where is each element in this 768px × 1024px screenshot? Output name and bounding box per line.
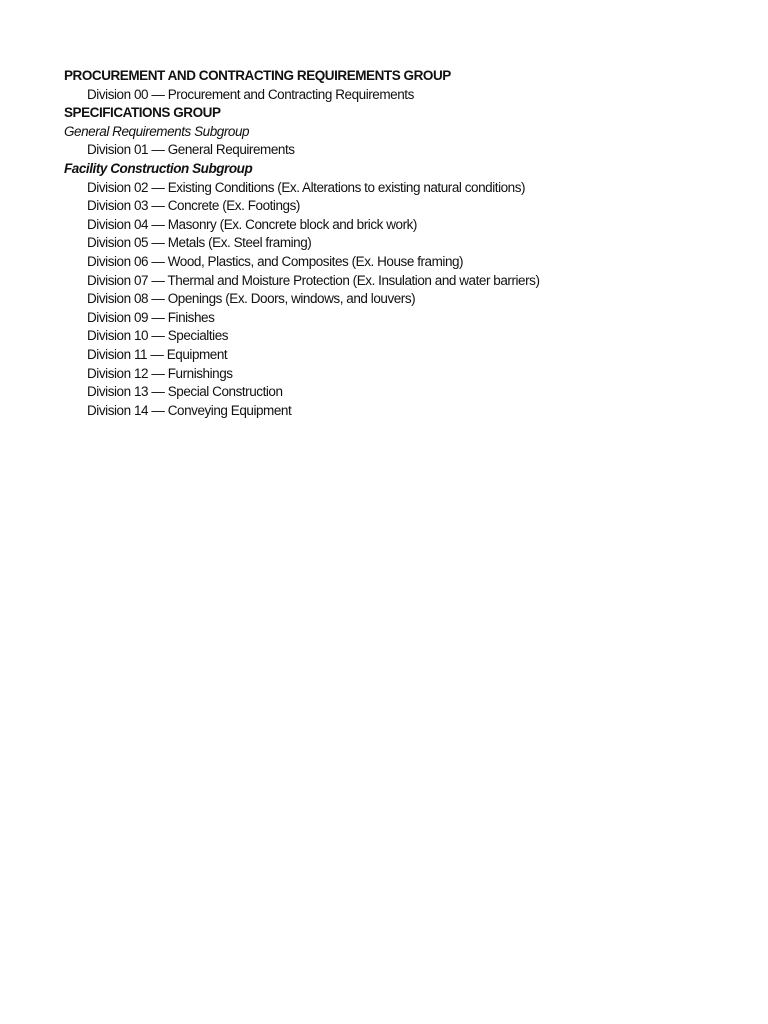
division-08: Division 08 — Openings (Ex. Doors, windows, and louvers) [87,291,416,307]
division-13: Division 13 — Special Construction [87,384,283,400]
subgroup-heading-general-requirements: General Requirements Subgroup [64,123,250,139]
group-heading-specifications: SPECIFICATIONS GROUP [64,105,221,121]
division-12: Division 12 — Furnishings [87,365,233,381]
division-05: Division 05 — Metals (Ex. Steel framing) [87,235,312,251]
division-03: Division 03 — Concrete (Ex. Footings) [87,198,300,214]
document-page [64,67,754,420]
subgroup-heading-facility-construction: Facility Construction Subgroup [64,160,253,176]
division-09: Division 09 — Finishes [87,309,215,325]
division-07: Division 07 — Thermal and Moisture Protection (Ex. Insulation and water barriers) [87,272,540,288]
division-10: Division 10 — Specialties [87,328,229,344]
division-06: Division 06 — Wood, Plastics, and Composites (Ex. House framing) [87,253,464,269]
division-02: Division 02 — Existing Conditions (Ex. Alterations to existing natural conditions) [87,179,526,195]
division-01: Division 01 — General Requirements [87,142,295,158]
division-11: Division 11 — Equipment [87,346,228,362]
division-14: Division 14 — Conveying Equipment [87,402,292,418]
group-heading-procurement: PROCUREMENT AND CONTRACTING REQUIREMENTS GROUP [64,68,451,83]
division-04: Division 04 — Masonry (Ex. Concrete block and brick work) [87,216,417,232]
division-00: Division 00 — Procurement and Contracting Requirements [87,86,414,102]
